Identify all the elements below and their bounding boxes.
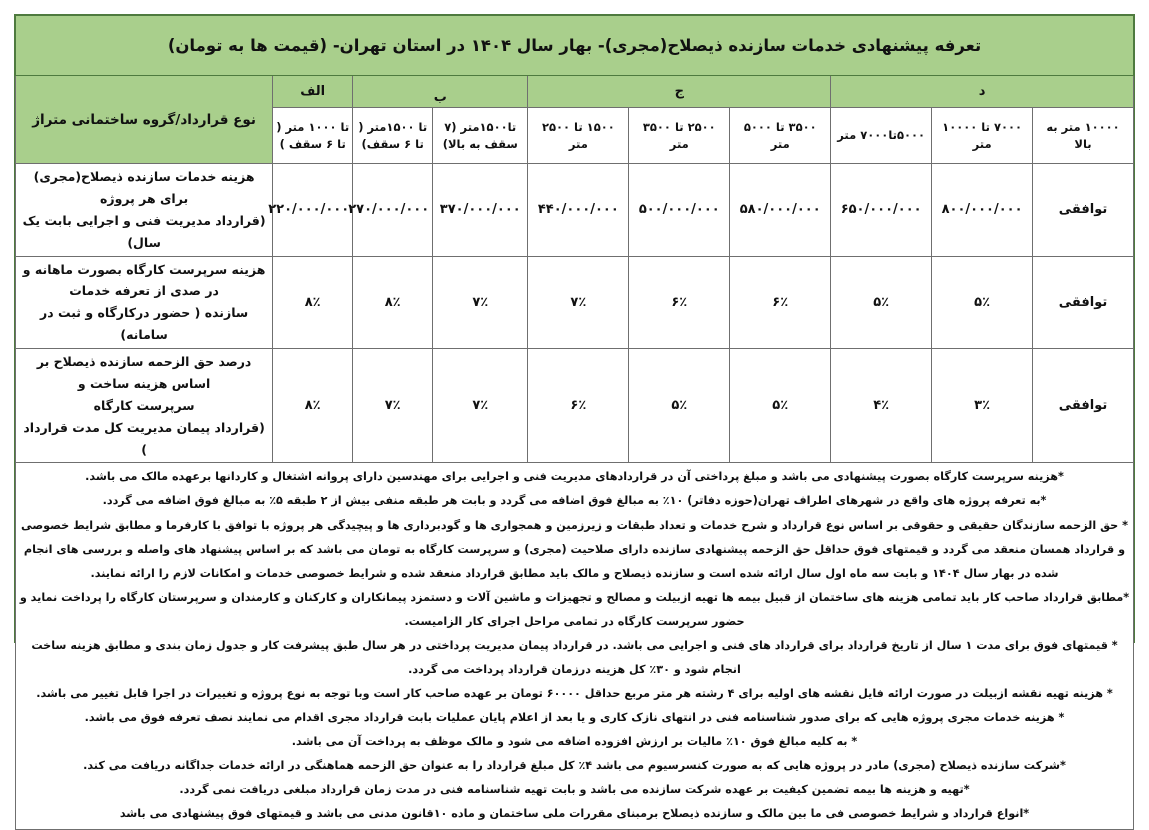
row1-label (16, 164, 273, 257)
note-item: * قیمتهای فوق برای مدت ۱ سال از تاریخ قرارداد برای قرارداد های فنی و اجرایی می باشد. در قرارداد پیمان مدیریت پرداختی در هر سال طبق پیشرفت کار و جدول زمان بندی و مطابق هزینه ساخت انجام شود و ۳۰٪ کل هزینه درزمان قرارداد پرداخت می گردد. (31, 638, 1118, 676)
note-item: * هزینه تهیه نقشه ازبیلت در صورت ارائه فایل نقشه های اولیه برای ۴ رشته هر متر مربع حداقل ۶۰۰۰۰ تومان بر عهده صاحب کار است وبا توجه به نوع پروژه و تغییرات در اجرا قابل تغییر می باشد. (36, 687, 1113, 701)
row3-value-2500-3500: ۵٪ (629, 349, 730, 463)
row1-value-5000-7000: ۶۵۰/۰۰۰/۰۰۰ (831, 164, 932, 257)
column-header-1500-2500: ۱۵۰۰ تا ۲۵۰۰ متر (528, 108, 629, 164)
note-item: *انواع قرارداد و شرایط خصوصی فی ما بین مالک و سازنده ذیصلاح برمبنای مقررات ملی ساختمان و ماده ۱۰قانون مدنی می باشد و قیمتهای فوق پیشنهادی می باشد (119, 807, 1030, 821)
row1-label-line1: هزینه خدمات سازنده ذیصلاح(مجری) برای هر پروژه (33, 169, 255, 206)
note-item: *هزینه سرپرست کارگاه بصورت پیشنهادی می باشد و مبلغ پرداختی آن در قراردادهای مدیریت فنی و اجرایی برای مهندسین دارای پروانه اشتغال و کاردانها برعهده مالک می باشد. (85, 470, 1064, 484)
row1-value-3500-5000: ۵۸۰/۰۰۰/۰۰۰ (730, 164, 831, 257)
group-header-row (16, 76, 1134, 108)
notes-container (16, 463, 1134, 829)
row2-value-7000-10000: ۵٪ (932, 256, 1033, 349)
row3-label-line2: سرپرست کارگاه (93, 397, 195, 413)
row3-label-line1: درصد حق الزحمه سازنده ذیصلاح بر اساس هزینه ساخت و (36, 354, 252, 391)
row1-value-1000-6: ۲۲۰/۰۰۰/۰۰۰ (273, 164, 353, 257)
row2-value-1500-6: ۸٪ (353, 256, 433, 349)
column-header-1500-6: تا ۱۵۰۰متر ( تا ۶ سقف) (353, 108, 433, 164)
row2-value-5000-7000: ۵٪ (831, 256, 932, 349)
title-row (16, 16, 1134, 76)
notes-list (19, 465, 1130, 826)
group-header-j: ج (528, 76, 831, 108)
column-header-10000-plus: ۱۰۰۰۰ متر به بالا (1033, 108, 1134, 164)
note-item: *شرکت سازنده ذیصلاح (مجری) مادر در پروژه هایی که به صورت کنسرسیوم می باشد ۴٪ کل مبلغ قرارداد را به عنوان حق الزحمه هماهنگی در ارائه خدمات جداگانه دریافت می کند. (83, 759, 1066, 773)
row2-label (16, 256, 273, 349)
group-header-d: د (831, 76, 1134, 108)
note-item: * هزینه خدمات مجری پروژه هایی که برای صدور شناسنامه فنی در انتهای نازک کاری و یا بعد از اعلام پایان عملیات بابت قرارداد مجری اقدام می نمایند نصف تعرفه فوق می باشد. (84, 711, 1065, 725)
row1-value-10000-plus: توافقی (1033, 164, 1134, 257)
note-item: * به کلیه مبالغ فوق ۱۰٪ مالیات بر ارزش افزوده اضافه می شود و مالک موظف به پرداخت آن می باشد. (291, 735, 858, 749)
corner-header: نوع قرارداد/گروه ساختمانی متراژ (16, 76, 273, 164)
row3-value-1500-6: ۷٪ (353, 349, 433, 463)
note-item: *تهیه و هزینه ها بیمه تضمین کیفیت بر عهده شرکت سازنده می باشد و بابت تهیه شناسنامه فنی در مدت زمان قرارداد مبلغی دریافت نمی گردد. (179, 783, 970, 797)
row1-value-1500-6: ۲۷۰/۰۰۰/۰۰۰ (353, 164, 433, 257)
row3-label (16, 349, 273, 463)
column-header-2500-3500: ۲۵۰۰ تا ۳۵۰۰ متر (629, 108, 730, 164)
row2-value-1500-7plus: ۷٪ (433, 256, 528, 349)
row3-value-10000-plus: توافقی (1033, 349, 1134, 463)
row2-value-1000-6: ۸٪ (273, 256, 353, 349)
column-header-3500-5000: ۳۵۰۰ تا ۵۰۰۰ متر (730, 108, 831, 164)
row1-value-1500-7plus: ۳۷۰/۰۰۰/۰۰۰ (433, 164, 528, 257)
row3-value-1500-7plus: ۷٪ (433, 349, 528, 463)
tariff-table (15, 15, 1134, 830)
table-row (16, 349, 1134, 463)
notes-row (16, 463, 1134, 829)
row3-value-7000-10000: ۳٪ (932, 349, 1033, 463)
row3-value-1000-6: ۸٪ (273, 349, 353, 463)
row1-value-7000-10000: ۸۰۰/۰۰۰/۰۰۰ (932, 164, 1033, 257)
row2-value-10000-plus: توافقی (1033, 256, 1134, 349)
row2-value-1500-2500: ۷٪ (528, 256, 629, 349)
note-item: * حق الزحمه سازندگان حقیقی و حقوقی بر اساس نوع قرارداد و شرح خدمات و تعداد طبقات و زیرزمین و همجواری ها و گودبرداری ها و پیچیدگی هر پروژه با توافق با کارفرما و مطابق شرایط خصوصی و قرارداد همسان منعقد می گردد و قیمتهای فوق حداقل حق الزحمه پیشنهادی سازنده دارای صلاحیت (مجری) و سرپرست کارگاه به تومان می باشد که بر اساس پیشنهاد های واصله و بررسی های انجام شده در بهار سال ۱۴۰۴ و بابت سه ماه اول سال ارائه شده است و سازنده ذیصلاح و مالک باید مطابق قرارداد منعقد شده و شرایط خصوصی خدمات و امکانات لازم را ارائه نمایند. (21, 518, 1128, 580)
row3-label-line3: (قرارداد پیمان مدیریت کل مدت قرارداد ) (23, 419, 265, 457)
tariff-sheet (14, 14, 1135, 821)
row2-value-3500-5000: ۶٪ (730, 256, 831, 349)
page-title: تعرفه پیشنهادی خدمات سازنده ذیصلاح(مجری)- بهار سال ۱۴۰۴ در استان تهران- (قیمت ها به تومان) (16, 16, 1134, 76)
row2-label-line2: سازنده ( حضور درکارگاه و ثبت در سامانه) (40, 305, 249, 343)
row2-value-2500-3500: ۶٪ (629, 256, 730, 349)
row1-value-2500-3500: ۵۰۰/۰۰۰/۰۰۰ (629, 164, 730, 257)
row1-label-line2: (قرارداد مدیریت فنی و اجرایی بابت یک سال) (22, 212, 266, 250)
row3-value-5000-7000: ۴٪ (831, 349, 932, 463)
column-header-1000-6: تا ۱۰۰۰ متر ( تا ۶ سقف ) (273, 108, 353, 164)
column-header-5000-7000: ۵۰۰۰تا۷۰۰۰ متر (831, 108, 932, 164)
group-header-b: ب (353, 76, 528, 108)
note-item: *به تعرفه پروژه های واقع در شهرهای اطراف تهران(حوزه دفاتر) ۱۰٪ به مبالغ فوق اضافه می گردد و بابت هر طبقه منفی بیش از ۲ طبقه ۵٪ به مبالغ فوق اضافه می گردد. (102, 494, 1047, 508)
column-header-1500-7plus: تا۱۵۰۰متر (۷ سقف به بالا) (433, 108, 528, 164)
note-item: *مطابق قرارداد صاحب کار باید تمامی هزینه های ساختمان از قبیل بیمه ها تهیه ازبیلت و مصالح و تجهیزات و ماشین آلات و دستمزد پیمانکاران و کارکنان و کارمندان و سرپرستان کارگاه را پرداخت نماید و حضور سرپرست کارگاه در تمامی مراحل اجرای کار الزامیست. (19, 590, 1130, 628)
row1-value-1500-2500: ۴۴۰/۰۰۰/۰۰۰ (528, 164, 629, 257)
column-header-7000-10000: ۷۰۰۰ تا ۱۰۰۰۰ متر (932, 108, 1033, 164)
table-row (16, 164, 1134, 257)
group-header-alef: الف (273, 76, 353, 108)
row3-value-3500-5000: ۵٪ (730, 349, 831, 463)
row3-value-1500-2500: ۶٪ (528, 349, 629, 463)
row2-label-line1: هزینه سرپرست کارگاه بصورت ماهانه و در صدی از تعرفه خدمات (22, 261, 266, 299)
table-row (16, 256, 1134, 349)
